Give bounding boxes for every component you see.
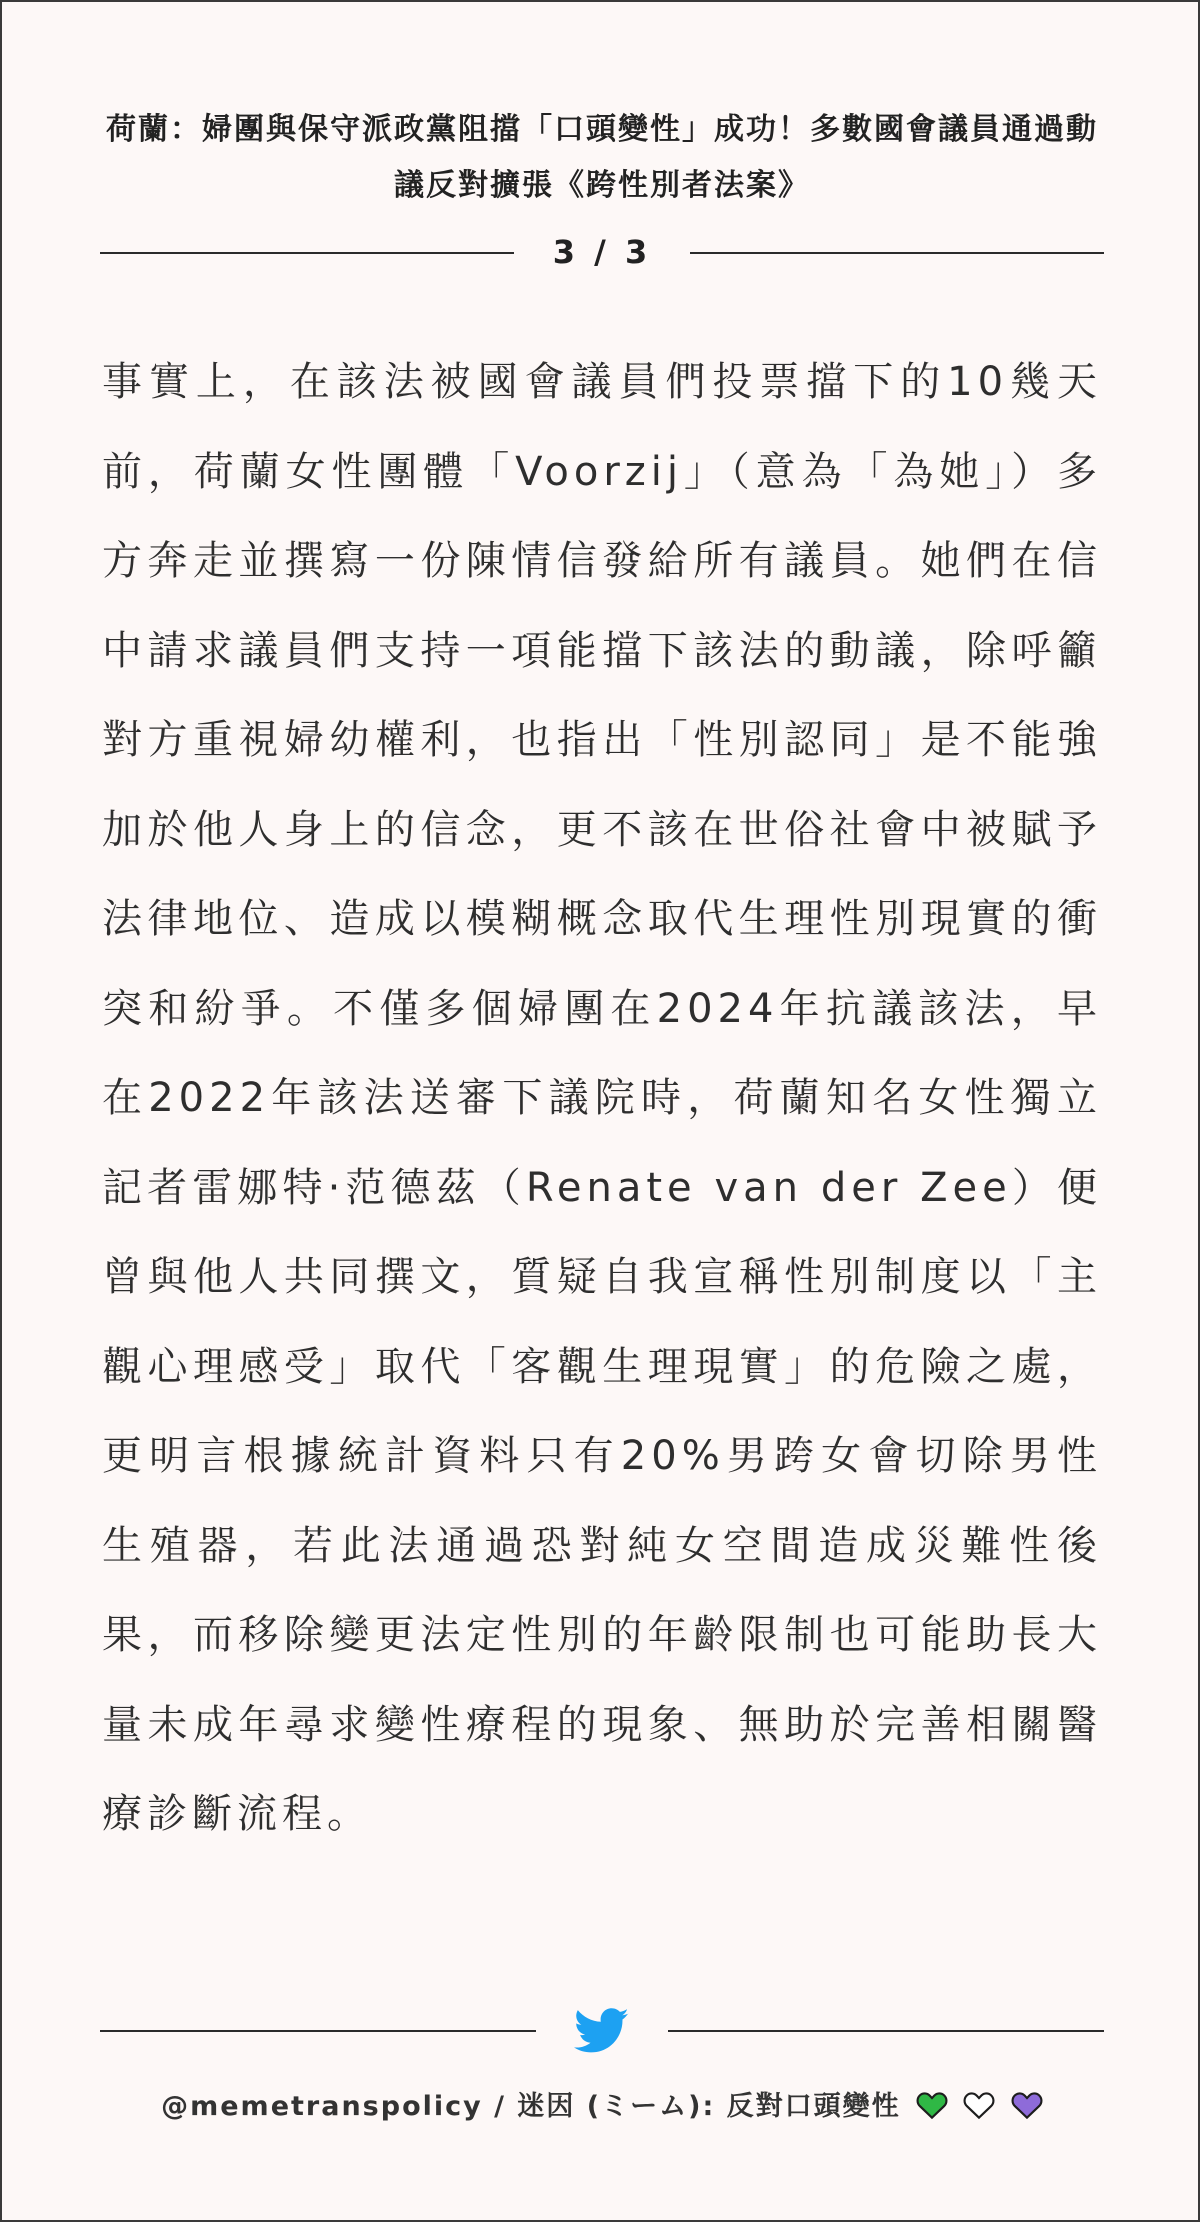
divider-left (100, 252, 514, 254)
twitter-bird-icon (574, 2008, 630, 2054)
footer-divider-right (668, 2030, 1104, 2032)
divider-right (690, 252, 1104, 254)
page-indicator-row (100, 224, 1104, 280)
footer-divider-row (100, 2004, 1104, 2060)
page-indicator: 3 / 3 (552, 233, 652, 271)
purple-heart-icon (1011, 2090, 1043, 2120)
article-body: 事實上，在該法被國會議員們投票擋下的10幾天前，荷蘭女性團體「Voorzij」（意為「為她」）多方奔走並撰寫一份陳情信發給所有議員。她們在信中請求議員們支持一項能擋下該法的動議，除呼籲對方重視婦幼權利，也指出「性別認同」是不能強加於他人身上的信念，更不該在世俗社會中被賦予法律地位、造成以模糊概念取代生理性別現實的衝突和紛爭。不僅多個婦團在2024年抗議該法，早在2022年該法送審下議院時，荷蘭知名女性獨立記者雷娜特·范德茲（Renate van der Zee）便曾與他人共同撰文，質疑自我宣稱性別制度以「主觀心理感受」取代「客觀生理現實」的危險之處，更明言根據統計資料只有20%男跨女會切除男性生殖器，若此法通過恐對純女空間造成災難性後果，而移除變更法定性別的年齡限制也可能助長大量未成年尋求變性療程的現象、無助於完善相關醫療診斷流程。 (102, 359, 1102, 1837)
white-heart-icon (963, 2090, 995, 2120)
footer-credit-line (2, 2082, 1200, 2132)
footer-divider-left (100, 2030, 536, 2032)
article-title: 荷蘭：婦團與保守派政黨阻擋「口頭變性」成功！多數國會議員通過動議反對擴張《跨性別者法案》 (106, 112, 1098, 203)
green-heart-icon (916, 2090, 948, 2120)
footer-credit: @memetranspolicy / 迷因 (ミーム): 反對口頭變性 (161, 2091, 901, 2122)
